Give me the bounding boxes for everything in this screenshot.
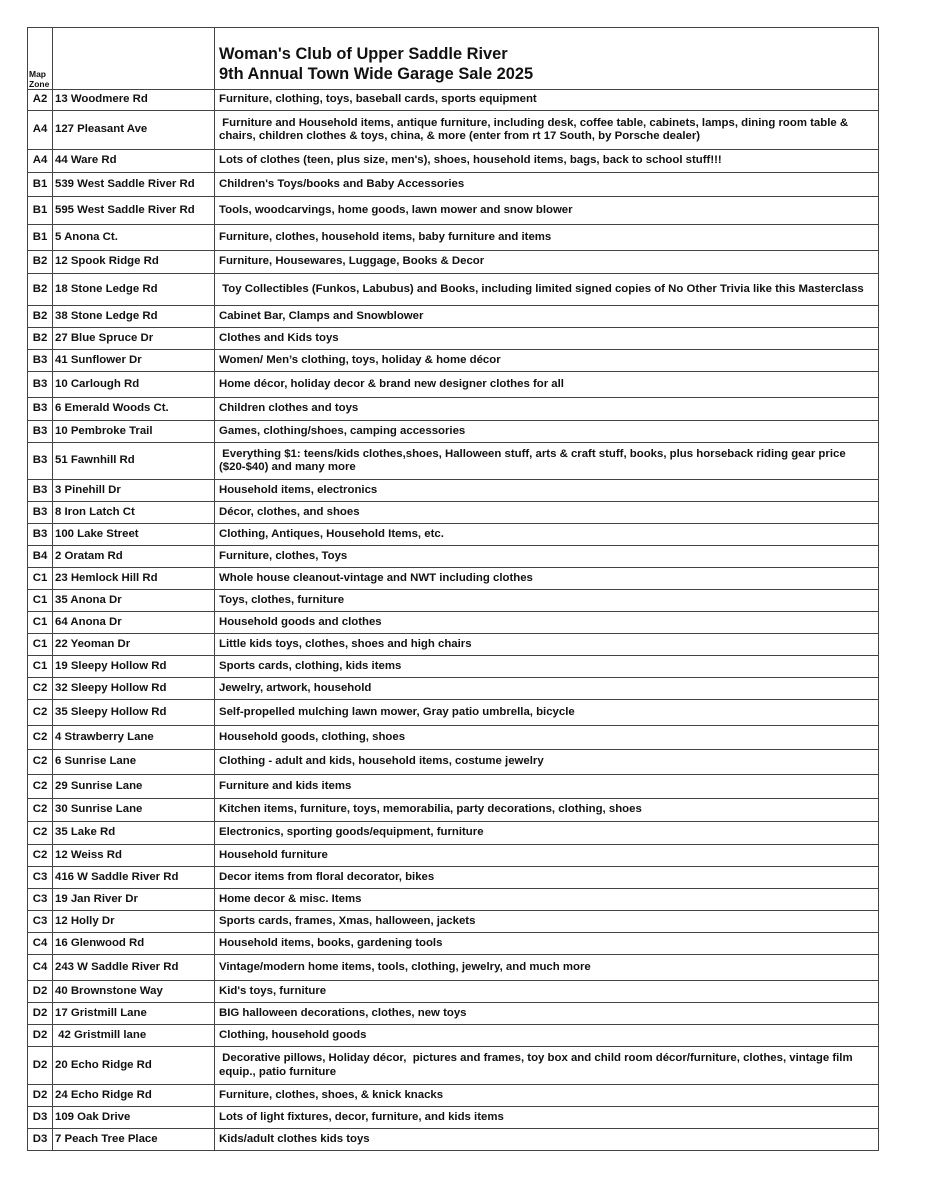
table-row	[28, 306, 879, 328]
table-row	[28, 90, 879, 111]
map-zone-cell: C2	[28, 726, 53, 750]
items-cell: Lots of light fixtures, decor, furniture, and kids items	[215, 1107, 879, 1129]
map-zone-cell: B1	[28, 173, 53, 197]
table-row	[28, 173, 879, 197]
items-cell: Games, clothing/shoes, camping accessories	[215, 421, 879, 443]
items-cell: BIG halloween decorations, clothes, new toys	[215, 1003, 879, 1025]
address-cell: 10 Carlough Rd	[53, 372, 215, 398]
address-cell: 12 Spook Ridge Rd	[53, 251, 215, 274]
address-cell: 44 Ware Rd	[53, 150, 215, 173]
map-zone-cell: B1	[28, 225, 53, 251]
address-cell: 41 Sunflower Dr	[53, 350, 215, 372]
table-row	[28, 911, 879, 933]
items-cell: Lots of clothes (teen, plus size, men's), shoes, household items, bags, back to school stuff!!!	[215, 150, 879, 173]
items-cell: Household items, books, gardening tools	[215, 933, 879, 955]
table-row	[28, 443, 879, 480]
map-zone-cell: D3	[28, 1129, 53, 1151]
items-cell: Household goods and clothes	[215, 612, 879, 634]
items-cell: Sports cards, frames, Xmas, halloween, jackets	[215, 911, 879, 933]
map-zone-cell: D2	[28, 1085, 53, 1107]
address-cell: 13 Woodmere Rd	[53, 90, 215, 111]
map-zone-cell: B3	[28, 421, 53, 443]
items-cell: Furniture, clothing, toys, baseball cards, sports equipment	[215, 90, 879, 111]
table-row	[28, 502, 879, 524]
document-title	[219, 44, 875, 89]
map-zone-cell: D2	[28, 1025, 53, 1047]
items-cell: Electronics, sporting goods/equipment, furniture	[215, 822, 879, 845]
map-zone-cell: C3	[28, 889, 53, 911]
items-cell: Cabinet Bar, Clamps and Snowblower	[215, 306, 879, 328]
map-zone-cell: C2	[28, 750, 53, 775]
address-cell: 32 Sleepy Hollow Rd	[53, 678, 215, 700]
table-row	[28, 480, 879, 502]
items-cell: Clothing, household goods	[215, 1025, 879, 1047]
items-cell: Jewelry, artwork, household	[215, 678, 879, 700]
items-cell: Vintage/modern home items, tools, clothing, jewelry, and much more	[215, 955, 879, 981]
address-cell: 38 Stone Ledge Rd	[53, 306, 215, 328]
address-cell: 10 Pembroke Trail	[53, 421, 215, 443]
items-cell: Self-propelled mulching lawn mower, Gray patio umbrella, bicycle	[215, 700, 879, 726]
table-row	[28, 398, 879, 421]
items-cell: Home décor, holiday decor & brand new designer clothes for all	[215, 372, 879, 398]
items-cell: Furniture, clothes, Toys	[215, 546, 879, 568]
address-header	[53, 28, 215, 90]
address-cell: 4 Strawberry Lane	[53, 726, 215, 750]
items-cell: Furniture, clothes, shoes, & knick knacks	[215, 1085, 879, 1107]
address-cell: 16 Glenwood Rd	[53, 933, 215, 955]
address-cell: 22 Yeoman Dr	[53, 634, 215, 656]
map-zone-cell: C2	[28, 845, 53, 867]
items-cell: Household furniture	[215, 845, 879, 867]
items-cell: Everything $1: teens/kids clothes,shoes, Halloween stuff, arts & craft stuff, books, plus horseback riding gear price ($20-$40) and many more	[215, 443, 879, 480]
items-cell: Decorative pillows, Holiday décor, pictures and frames, toy box and child room décor/furniture, clothes, vintage film equip., patio furniture	[215, 1047, 879, 1085]
address-cell: 595 West Saddle River Rd	[53, 197, 215, 225]
table-row	[28, 678, 879, 700]
map-zone-cell: B2	[28, 328, 53, 350]
table-row	[28, 1003, 879, 1025]
table-row	[28, 799, 879, 822]
address-cell: 100 Lake Street	[53, 524, 215, 546]
table-row	[28, 328, 879, 350]
table-row	[28, 889, 879, 911]
items-cell: Décor, clothes, and shoes	[215, 502, 879, 524]
table-row	[28, 726, 879, 750]
map-zone-cell: C1	[28, 590, 53, 612]
map-zone-label-2: Zone	[29, 79, 50, 89]
address-cell: 35 Anona Dr	[53, 590, 215, 612]
map-zone-cell: C3	[28, 911, 53, 933]
address-cell: 6 Sunrise Lane	[53, 750, 215, 775]
map-zone-label-1: Map	[29, 69, 46, 79]
items-cell: Kid's toys, furniture	[215, 981, 879, 1003]
table-row	[28, 1129, 879, 1151]
table-row	[28, 981, 879, 1003]
table-row	[28, 372, 879, 398]
map-zone-cell: B3	[28, 372, 53, 398]
map-zone-cell: C3	[28, 867, 53, 889]
table-row	[28, 590, 879, 612]
address-cell: 539 West Saddle River Rd	[53, 173, 215, 197]
address-cell: 27 Blue Spruce Dr	[53, 328, 215, 350]
table-row	[28, 568, 879, 590]
items-cell: Furniture and kids items	[215, 775, 879, 799]
items-cell: Furniture, clothes, household items, baby furniture and items	[215, 225, 879, 251]
table-row	[28, 350, 879, 372]
map-zone-cell: B3	[28, 443, 53, 480]
address-cell: 30 Sunrise Lane	[53, 799, 215, 822]
map-zone-cell: C2	[28, 822, 53, 845]
map-zone-cell: C2	[28, 799, 53, 822]
garage-sale-table	[27, 27, 879, 1151]
address-cell: 243 W Saddle River Rd	[53, 955, 215, 981]
table-row	[28, 822, 879, 845]
items-cell: Furniture and Household items, antique furniture, including desk, coffee table, cabinets, lamps, dining room table & chairs, children clothes & toys, china, & more (enter from rt 17 South, by Porsche dealer)	[215, 111, 879, 150]
map-zone-cell: A2	[28, 90, 53, 111]
address-cell: 12 Holly Dr	[53, 911, 215, 933]
table-row	[28, 933, 879, 955]
address-cell: 64 Anona Dr	[53, 612, 215, 634]
map-zone-cell: D2	[28, 1047, 53, 1085]
map-zone-cell: B2	[28, 306, 53, 328]
items-cell: Sports cards, clothing, kids items	[215, 656, 879, 678]
table-row	[28, 421, 879, 443]
title-line-1: Woman's Club of Upper Saddle River	[219, 45, 508, 63]
address-cell: 19 Sleepy Hollow Rd	[53, 656, 215, 678]
address-cell: 19 Jan River Dr	[53, 889, 215, 911]
items-cell: Little kids toys, clothes, shoes and high chairs	[215, 634, 879, 656]
map-zone-cell: C4	[28, 933, 53, 955]
items-cell: Children's Toys/books and Baby Accessories	[215, 173, 879, 197]
table-row	[28, 1107, 879, 1129]
address-cell: 40 Brownstone Way	[53, 981, 215, 1003]
address-cell: 109 Oak Drive	[53, 1107, 215, 1129]
title-line-2: 9th Annual Town Wide Garage Sale 2025	[219, 65, 534, 83]
map-zone-cell: B3	[28, 502, 53, 524]
address-cell: 42 Gristmill lane	[53, 1025, 215, 1047]
address-cell: 35 Sleepy Hollow Rd	[53, 700, 215, 726]
items-cell: Decor items from floral decorator, bikes	[215, 867, 879, 889]
garage-sale-listing-sheet	[27, 27, 879, 1151]
map-zone-cell: B2	[28, 274, 53, 306]
address-cell: 3 Pinehill Dr	[53, 480, 215, 502]
address-cell: 416 W Saddle River Rd	[53, 867, 215, 889]
items-cell: Whole house cleanout-vintage and NWT including clothes	[215, 568, 879, 590]
table-row	[28, 775, 879, 799]
map-zone-cell: C2	[28, 775, 53, 799]
items-cell: Household items, electronics	[215, 480, 879, 502]
table-row	[28, 700, 879, 726]
map-zone-cell: D2	[28, 981, 53, 1003]
title-header	[215, 28, 879, 90]
map-zone-cell: A4	[28, 111, 53, 150]
address-cell: 29 Sunrise Lane	[53, 775, 215, 799]
map-zone-cell: B3	[28, 350, 53, 372]
address-cell: 20 Echo Ridge Rd	[53, 1047, 215, 1085]
table-row	[28, 1047, 879, 1085]
address-cell: 5 Anona Ct.	[53, 225, 215, 251]
address-cell: 18 Stone Ledge Rd	[53, 274, 215, 306]
map-zone-cell: D3	[28, 1107, 53, 1129]
table-row	[28, 111, 879, 150]
address-cell: 7 Peach Tree Place	[53, 1129, 215, 1151]
items-cell: Clothing, Antiques, Household Items, etc.	[215, 524, 879, 546]
map-zone-cell: B3	[28, 524, 53, 546]
address-cell: 17 Gristmill Lane	[53, 1003, 215, 1025]
address-cell: 51 Fawnhill Rd	[53, 443, 215, 480]
address-cell: 23 Hemlock Hill Rd	[53, 568, 215, 590]
items-cell: Household goods, clothing, shoes	[215, 726, 879, 750]
map-zone-cell: B2	[28, 251, 53, 274]
address-cell: 35 Lake Rd	[53, 822, 215, 845]
map-zone-cell: B3	[28, 480, 53, 502]
address-cell: 127 Pleasant Ave	[53, 111, 215, 150]
map-zone-cell: C2	[28, 678, 53, 700]
items-cell: Home decor & misc. Items	[215, 889, 879, 911]
map-zone-cell: C4	[28, 955, 53, 981]
items-cell: Children clothes and toys	[215, 398, 879, 421]
items-cell: Women/ Men’s clothing, toys, holiday & home décor	[215, 350, 879, 372]
items-cell: Toys, clothes, furniture	[215, 590, 879, 612]
address-cell: 24 Echo Ridge Rd	[53, 1085, 215, 1107]
address-cell: 12 Weiss Rd	[53, 845, 215, 867]
map-zone-cell: B4	[28, 546, 53, 568]
map-zone-cell: A4	[28, 150, 53, 173]
table-row	[28, 634, 879, 656]
items-cell: Kitchen items, furniture, toys, memorabilia, party decorations, clothing, shoes	[215, 799, 879, 822]
table-row	[28, 612, 879, 634]
table-row	[28, 1085, 879, 1107]
table-row	[28, 150, 879, 173]
items-cell: Clothes and Kids toys	[215, 328, 879, 350]
table-row	[28, 274, 879, 306]
map-zone-cell: B3	[28, 398, 53, 421]
table-row	[28, 750, 879, 775]
table-row	[28, 225, 879, 251]
map-zone-cell: C1	[28, 568, 53, 590]
map-zone-cell: D2	[28, 1003, 53, 1025]
map-zone-cell: C2	[28, 700, 53, 726]
map-zone-header	[28, 28, 53, 90]
table-row	[28, 197, 879, 225]
map-zone-cell: C1	[28, 612, 53, 634]
table-header-row	[28, 28, 879, 90]
items-cell: Clothing - adult and kids, household items, costume jewelry	[215, 750, 879, 775]
table-row	[28, 1025, 879, 1047]
map-zone-cell: C1	[28, 634, 53, 656]
table-row	[28, 656, 879, 678]
table-row	[28, 955, 879, 981]
items-cell: Kids/adult clothes kids toys	[215, 1129, 879, 1151]
map-zone-cell: B1	[28, 197, 53, 225]
table-row	[28, 867, 879, 889]
table-row	[28, 546, 879, 568]
table-row	[28, 251, 879, 274]
table-row	[28, 845, 879, 867]
items-cell: Tools, woodcarvings, home goods, lawn mower and snow blower	[215, 197, 879, 225]
map-zone-cell: C1	[28, 656, 53, 678]
items-cell: Toy Collectibles (Funkos, Labubus) and Books, including limited signed copies of No Other Trivia like this Masterclass	[215, 274, 879, 306]
address-cell: 2 Oratam Rd	[53, 546, 215, 568]
items-cell: Furniture, Housewares, Luggage, Books & Decor	[215, 251, 879, 274]
address-cell: 6 Emerald Woods Ct.	[53, 398, 215, 421]
table-row	[28, 524, 879, 546]
address-cell: 8 Iron Latch Ct	[53, 502, 215, 524]
